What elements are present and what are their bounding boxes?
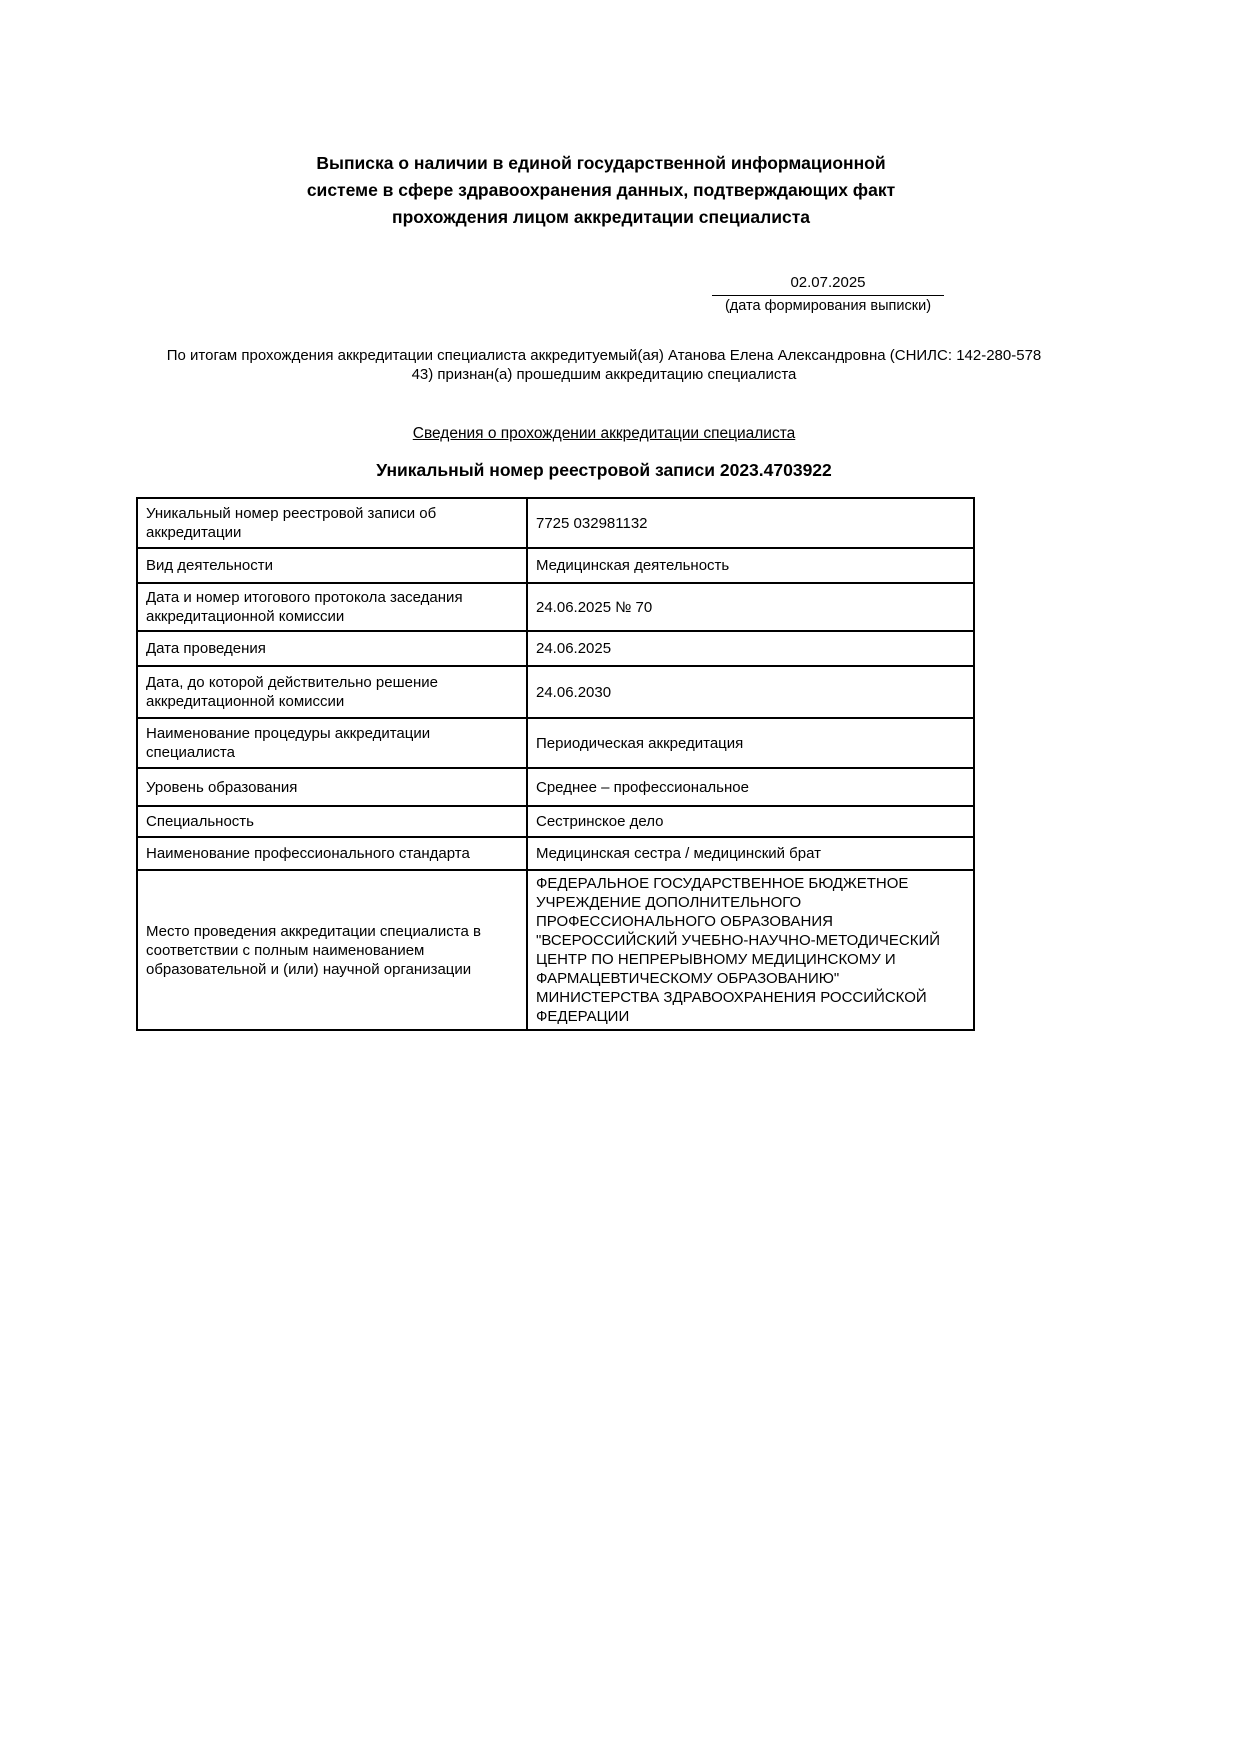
section-heading: Сведения о прохождении аккредитации специалиста xyxy=(412,425,796,442)
row-value: ФЕДЕРАЛЬНОЕ ГОСУДАРСТВЕННОЕ БЮДЖЕТНОЕ УЧРЕЖДЕНИЕ ДОПОЛНИТЕЛЬНОГО ПРОФЕССИОНАЛЬНОГО ОБРАЗОВАНИЯ "ВСЕРОССИЙСКИЙ УЧЕБНО-НАУЧНО-МЕТОДИЧЕСКИЙ ЦЕНТР ПО НЕПРЕРЫВНОМУ МЕДИЦИНСКОМУ И ФАРМАЦЕВТИЧЕСКОМУ ОБРАЗОВАНИЮ" МИНИСТЕРСТВА ЗДРАВООХРАНЕНИЯ РОССИЙСКОЙ ФЕДЕРАЦИИ xyxy=(527,870,974,1030)
row-label: Наименование процедуры аккредитации специалиста xyxy=(137,718,527,768)
document-title-line-3: прохождения лицом аккредитации специалиста xyxy=(392,207,810,227)
row-label: Дата проведения xyxy=(137,631,527,666)
row-label: Вид деятельности xyxy=(137,548,527,583)
table-row xyxy=(137,583,974,631)
document-title xyxy=(136,150,1066,231)
registry-number-heading: Уникальный номер реестровой записи 2023.4703922 xyxy=(376,460,832,480)
row-value: Периодическая аккредитация xyxy=(527,718,974,768)
summary-line-2: 43) признан(а) прошедшим аккредитацию специалиста xyxy=(411,366,797,383)
row-label: Наименование профессионального стандарта xyxy=(137,837,527,870)
row-value: Медицинская деятельность xyxy=(527,548,974,583)
table-row xyxy=(137,498,974,548)
row-label: Уникальный номер реестровой записи об аккредитации xyxy=(137,498,527,548)
row-value: Медицинская сестра / медицинский брат xyxy=(527,837,974,870)
row-label: Специальность xyxy=(137,806,527,837)
row-label: Место проведения аккредитации специалиста в соответствии с полным наименованием образовательной и (или) научной организации xyxy=(137,870,527,1030)
table-row xyxy=(137,666,974,718)
row-value: Сестринское дело xyxy=(527,806,974,837)
table-row xyxy=(137,631,974,666)
issue-date-caption: (дата формирования выписки) xyxy=(724,298,932,314)
accreditation-details-table xyxy=(136,497,975,1031)
row-value: Среднее – профессиональное xyxy=(527,768,974,806)
table-row xyxy=(137,548,974,583)
table-row xyxy=(137,837,974,870)
summary-line-1: По итогам прохождения аккредитации специалиста аккредитуемый(ая) Атанова Елена Александровна (СНИЛС: 142-280-578 xyxy=(166,347,1042,364)
row-value: 24.06.2025 xyxy=(527,631,974,666)
table-row xyxy=(137,718,974,768)
issue-date-value: 02.07.2025 xyxy=(712,272,944,296)
row-value: 24.06.2030 xyxy=(527,666,974,718)
table-row xyxy=(137,806,974,837)
document-title-line-1: Выписка о наличии в единой государственной информационной xyxy=(316,153,886,173)
issue-date-block xyxy=(712,272,944,315)
row-value: 24.06.2025 № 70 xyxy=(527,583,974,631)
row-label: Дата, до которой действительно решение аккредитационной комиссии xyxy=(137,666,527,718)
row-value: 7725 032981132 xyxy=(527,498,974,548)
accreditation-summary-paragraph xyxy=(136,346,1072,384)
row-label: Дата и номер итогового протокола заседания аккредитационной комиссии xyxy=(137,583,527,631)
table-row xyxy=(137,768,974,806)
table-row xyxy=(137,870,974,1030)
row-label: Уровень образования xyxy=(137,768,527,806)
document-title-line-2: системе в сфере здравоохранения данных, подтверждающих факт xyxy=(306,180,896,200)
